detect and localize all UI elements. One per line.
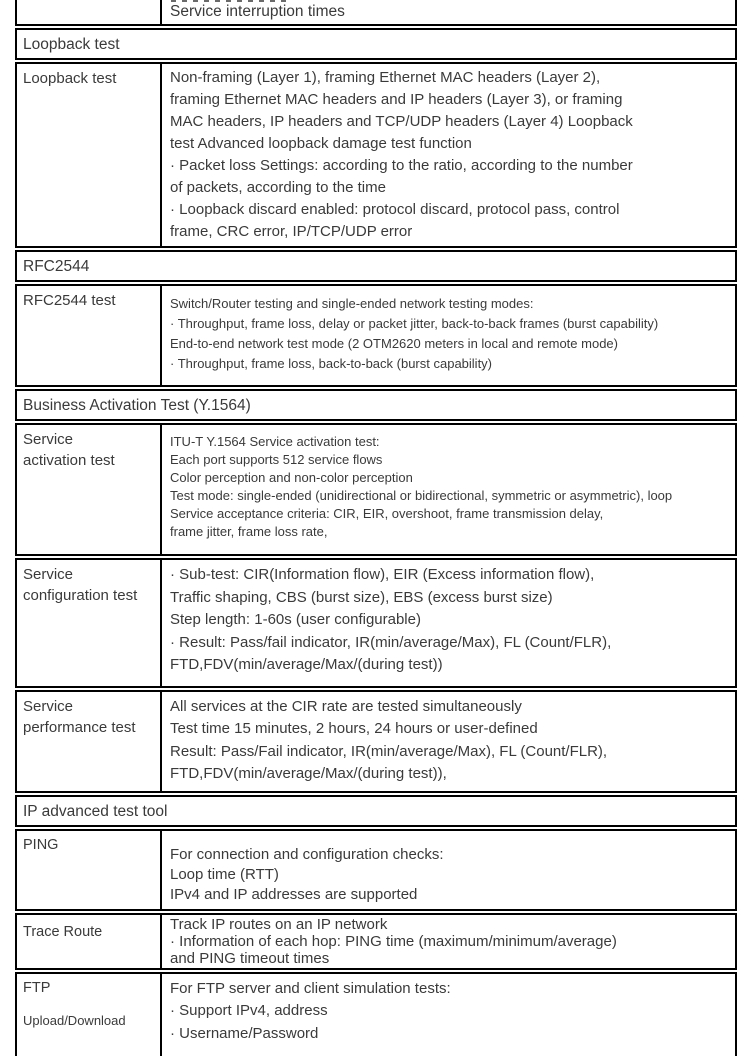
spec-line: Traffic shaping, CBS (burst size), EBS (excess burst size) [170,588,553,606]
spec-line: Result: Pass/Fail indicator, IR(min/average/Max), FL (Count/FLR), [170,742,608,760]
spec-line: FTD,FDV(min/average/Max/(during test)), [170,765,447,782]
section-rfc2544: RFC2544 [15,250,737,282]
row-service-configuration-test [15,558,737,688]
spec-line: End-to-end network test mode (2 OTM2620 meters in local and remote mode) [170,336,618,351]
row-ftp-upload-download [15,972,737,1056]
row-service-interruption [15,0,737,26]
spec-line: · Packet loss Settings: according to the ratio, according to the number [170,157,633,174]
label-service-configuration-test [17,560,162,686]
spec-line: · Throughput, frame loss, delay or packet jitter, back-to-back frames (burst capability) [170,316,659,331]
section-ip-advanced-test-tool: IP advanced test tool [15,795,737,827]
spec-line: Switch/Router testing and single-ended network testing modes: [170,296,534,311]
spec-line: Loop time (RTT) [170,865,279,883]
spec-line: · Username/Password [170,1024,319,1042]
spec-line: · Support IPv4, address [170,1002,328,1019]
spec-line: Track IP routes on an IP network [170,915,388,933]
spec-line: · Sub-test: CIR(Information flow), EIR (Excess information flow), [170,566,595,583]
label-line: Service [23,431,74,448]
spec-line: Test time 15 minutes, 2 hours, 24 hours or user-defined [170,720,538,737]
section-loopback-test: Loopback test [15,28,737,60]
label-ftp-upload-download [17,974,162,1056]
label-line: activation test [23,452,115,469]
spec-line: ITU-T Y.1564 Service activation test: [170,434,380,449]
spec-line: framing Ethernet MAC headers and IP headers (Layer 3), or framing [170,91,623,108]
spec-line: Service acceptance criteria: CIR, EIR, overshoot, frame transmission delay, [170,506,604,521]
cell-service-interruption [162,0,735,24]
row-rfc2544-test [15,284,737,387]
spec-line: Each port supports 512 service flows [170,452,383,467]
row-service-performance-test [15,690,737,793]
label-line: Upload/Download [23,1012,126,1028]
row-loopback-test [15,62,737,248]
label-service-performance-test [17,692,162,791]
empty-left-cell [17,0,162,24]
spec-line: FTD,FDV(min/average/Max/(during test)) [170,656,443,673]
spec-line: · Loopback discard enabled: protocol discard, protocol pass, control [170,201,620,218]
cell-ping [162,831,735,909]
label-line: performance test [23,718,136,736]
spec-line: Service interruption times [170,3,345,20]
spec-line: All services at the CIR rate are tested simultaneously [170,697,522,715]
spec-line: Step length: 1-60s (user configurable) [170,611,421,628]
row-trace-route [15,913,737,970]
clipped-text-fragment [171,0,289,2]
spec-line: frame, CRC error, IP/TCP/UDP error [170,223,413,240]
cell-trace-route [162,915,735,968]
label-ping: PING [17,831,162,909]
label-service-activation-test [17,425,162,554]
cell-ftp-upload-download [162,974,735,1056]
spec-line: of packets, according to the time [170,179,386,196]
spec-line: Color perception and non-color perception [170,470,413,485]
spec-line: Test mode: single-ended (unidirectional or bidirectional, symmetric or asymmetric), loop [170,488,673,503]
label-rfc2544-test: RFC2544 test [17,286,162,385]
label-line: Service [23,697,74,715]
row-service-activation-test [15,423,737,556]
spec-line: test Advanced loopback damage test function [170,135,472,152]
spec-line: · Information of each hop: PING time (maximum/minimum/average) [170,932,617,950]
label-loopback-test: Loopback test [17,64,162,246]
label-trace-route: Trace Route [17,915,162,968]
section-y1564: Business Activation Test (Y.1564) [15,389,737,421]
spec-table [15,0,737,1056]
spec-line: Non-framing (Layer 1), framing Ethernet MAC headers (Layer 2), [170,69,601,86]
spec-line: For connection and configuration checks: [170,845,444,863]
cell-rfc2544-test [162,286,735,385]
label-line: Service [23,566,74,583]
label-line: FTP [23,979,51,996]
spec-line: frame jitter, frame loss rate, [170,524,328,539]
spec-line: · Result: Pass/fail indicator, IR(min/average/Max), FL (Count/FLR), [170,633,612,651]
cell-loopback-test [162,64,735,246]
row-ping [15,829,737,911]
label-line: configuration test [23,587,138,604]
cell-service-performance-test [162,692,735,791]
spec-line: · Throughput, frame loss, back-to-back (burst capability) [170,356,493,371]
spec-line: and PING timeout times [170,949,330,967]
cell-service-configuration-test [162,560,735,686]
cell-service-activation-test [162,425,735,554]
spec-line: IPv4 and IP addresses are supported [170,885,418,903]
spec-line: For FTP server and client simulation tests: [170,979,451,997]
spec-line: MAC headers, IP headers and TCP/UDP headers (Layer 4) Loopback [170,113,633,130]
